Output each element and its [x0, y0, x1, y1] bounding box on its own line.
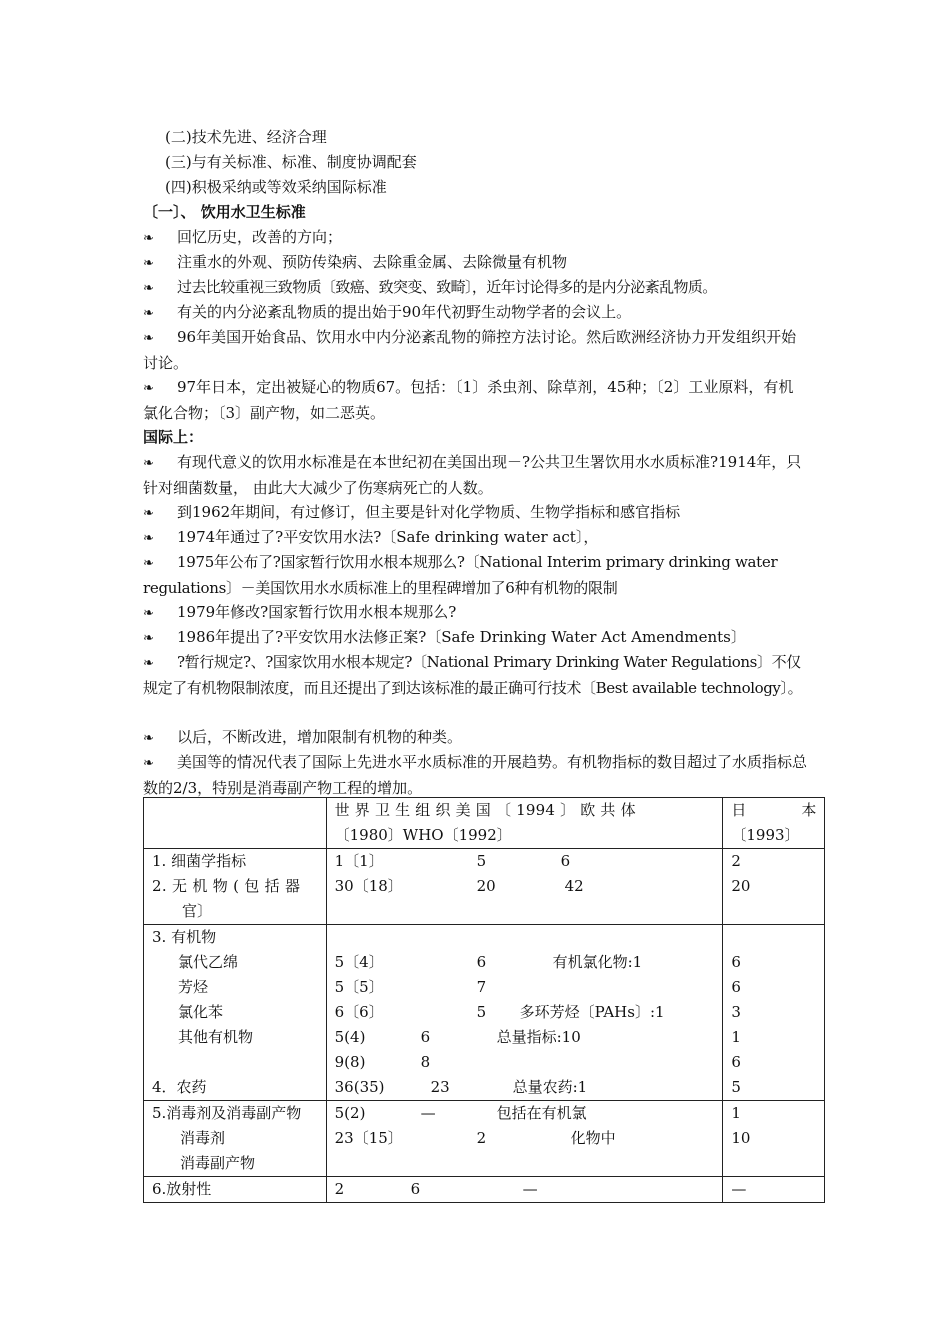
row-label: 4．农药 — [152, 1078, 207, 1096]
row-label: 氯代乙绵 — [178, 953, 239, 971]
row-label: 其他有机物 — [178, 1028, 254, 1046]
cell-value: 23 — [430, 1078, 450, 1096]
cell-value: 2 — [334, 1180, 345, 1198]
cell-value: 5(4) — [334, 1028, 366, 1046]
intl-heading: 国际上： — [143, 428, 204, 446]
bullet-icon: ❧ — [143, 456, 154, 471]
bullet-item: ❧ 1986年提出了?平安饮用水法修正案?〔Safe Drinking Water Act Amendments〕 — [143, 625, 808, 651]
row-label: 官〕 — [182, 902, 213, 920]
row-label: 消毒剂 — [180, 1129, 226, 1147]
cell-value: 23〔15〕 — [334, 1129, 403, 1147]
cell-value: 3 — [731, 1003, 741, 1021]
bullet-icon: ❧ — [143, 656, 154, 671]
bullet-item: ❧ 有关的内分泌紊乱物质的提出始于90年代初野生动物学者的会议上。 — [143, 300, 808, 326]
bullet-icon: ❧ — [143, 631, 154, 646]
bullet-icon: ❧ — [143, 506, 154, 521]
row-label: 2. 无 机 物 ( 包 括 器 — [152, 877, 301, 895]
cell-value: 42 — [564, 877, 584, 895]
row-label: 6.放射性 — [152, 1180, 212, 1198]
cell-value: 9(8) — [334, 1053, 366, 1071]
cell-value: 2 — [476, 1129, 487, 1147]
row-label: 氯化苯 — [178, 1003, 224, 1021]
cell-value: 30〔18〕 — [334, 877, 403, 895]
bullet-item: ❧ 96年美国开始食品、饮用水中内分泌紊乱物的筛控方法讨论。然后欧洲经济协力开发组织开始讨论。 — [143, 328, 797, 372]
cell-value: 20 — [476, 877, 496, 895]
cell-value: 5 — [731, 1078, 741, 1096]
header-mid-2: 〔1980〕WHO〔1992〕 — [334, 826, 512, 844]
item-3: (三)与有关标准、标准、制度协调配套 — [165, 153, 417, 171]
bullet-item: ❧ 美国等的情况代表了国际上先进水平水质标准的开展趋势。有机物指标的数目超过了水质指标总数的2/3，特别是消毒副产物工程的增加。 — [143, 753, 808, 797]
row-label: 1. 细菌学指标 — [152, 852, 247, 870]
cell-value: 5〔4〕 — [334, 953, 384, 971]
header-mid-1: 世 界 卫 生 组 织 美 国 〔 1994 〕 欧 共 体 — [334, 801, 636, 819]
cell-value: 5 — [476, 852, 487, 870]
cell-value: 总量指标:10 — [496, 1028, 581, 1046]
cell-value: 6〔6〕 — [334, 1003, 384, 1021]
cell-value: 6 — [560, 852, 571, 870]
cell-value: 6 — [731, 953, 741, 971]
bullet-item: ❧ 注重水的外观、预防传染病、去除重金属、去除微量有机物 — [143, 250, 808, 276]
bullet-icon: ❧ — [143, 731, 154, 746]
table-row — [144, 1101, 825, 1177]
cell-value: 1 — [731, 1104, 741, 1122]
header-right-2: 本 — [801, 801, 817, 819]
bullet-item: ❧ 回忆历史，改善的方向； — [143, 225, 808, 251]
cell-value: 6 — [410, 1180, 421, 1198]
bullet-icon: ❧ — [143, 606, 154, 621]
cell-value: 1 — [731, 1028, 741, 1046]
cell-value: 7 — [476, 978, 487, 996]
bullet-icon: ❧ — [143, 556, 154, 571]
table-row — [144, 1177, 825, 1203]
bullet-item: ❧ 1975年公布了?国家暂行饮用水根本规那么?〔National Interim primary drinking water regulations〕－美国饮用水水质标准上的里程碑增加了6种有机物的限制 — [143, 553, 778, 597]
table-row — [144, 849, 825, 925]
item-2: (二)技术先进、经济合理 — [165, 128, 327, 146]
header-right-1: 日 — [731, 801, 747, 819]
bullet-icon: ❧ — [143, 306, 154, 321]
cell-value: 多环芳烃〔PAHs〕:1 — [519, 1003, 665, 1021]
bullet-item: ❧ 到1962年期间，有过修订，但主要是针对化学物质、生物学指标和感官指标 — [143, 500, 808, 526]
bullet-item: ❧ ?暂行规定?、?国家饮用水根本规定?〔National Primary Drinking Water Regulations〕不仅规定了有机物限制浓度，而且还提出了到达该标准的最正确可行技术〔Best available technology〕。 — [143, 653, 803, 697]
cell-value: 总量农药:1 — [512, 1078, 588, 1096]
bullet-icon: ❧ — [143, 756, 154, 771]
bullet-icon: ❧ — [143, 381, 154, 396]
cell-value: 6 — [476, 953, 487, 971]
bullet-icon: ❧ — [143, 281, 154, 296]
bullet-icon: ❧ — [143, 231, 154, 246]
item-4: (四)积极采纳或等效采纳国际标准 — [165, 178, 387, 196]
bullet-icon: ❧ — [143, 256, 154, 271]
bullet-icon: ❧ — [143, 331, 154, 346]
bullet-item: ❧ 以后，不断改进，增加限制有机物的种类。 — [143, 725, 808, 751]
row-label: 芳烃 — [178, 978, 209, 996]
cell-value: 5 — [476, 1003, 487, 1021]
row-label: 5.消毒剂及消毒副产物 — [152, 1104, 302, 1122]
cell-value: 6 — [731, 978, 741, 996]
cell-value: 包括在有机氯 — [496, 1104, 587, 1122]
section-heading: 〔一〕、 饮用水卫生标准 — [143, 203, 306, 221]
cell-value: 8 — [420, 1053, 431, 1071]
row-label: 3. 有机物 — [152, 928, 217, 946]
cell-value: 5(2) — [334, 1104, 366, 1122]
bullet-icon: ❧ — [143, 531, 154, 546]
cell-value: 6 — [420, 1028, 431, 1046]
bullet-item: ❧ 过去比较重视三致物质〔致癌、致突变、致畸〕，近年讨论得多的是内分泌紊乱物质。 — [143, 275, 808, 301]
cell-value: 6 — [731, 1053, 741, 1071]
row-label: 消毒副产物 — [180, 1154, 256, 1172]
bullet-item: ❧ 1979年修改?国家暂行饮用水根本规那么? — [143, 600, 808, 626]
cell-value: 有机氯化物:1 — [552, 953, 643, 971]
cell-value: 10 — [731, 1129, 751, 1147]
cell-value: 36(35) — [334, 1078, 385, 1096]
cell-value: 2 — [731, 852, 741, 870]
cell-value: 化物中 — [570, 1129, 616, 1147]
table-row — [144, 925, 825, 1101]
cell-value: 20 — [731, 877, 751, 895]
table-header-row — [144, 798, 825, 849]
cell-value: — — [522, 1180, 538, 1198]
cell-value: 5〔5〕 — [334, 978, 384, 996]
cell-value: — — [731, 1180, 747, 1198]
cell-value: 1〔1〕 — [334, 852, 384, 870]
header-right-3: 〔1993〕 — [731, 826, 800, 844]
bullet-item: ❧ 有现代意义的饮用水标准是在本世纪初在美国出现－?公共卫生署饮用水水质标准?1914年，只针对细菌数量， 由此大大减少了伤寒病死亡的人数。 — [143, 453, 802, 497]
cell-value: — — [420, 1104, 436, 1122]
standards-table — [143, 797, 825, 1203]
bullet-item: ❧ 1974年通过了?平安饮用水法?〔Safe drinking water act〕， — [143, 525, 808, 551]
bullet-item: ❧ 97年日本，定出被疑心的物质67。包括：〔1〕杀虫剂、除草剂，45种；〔2〕工业原料，有机氯化合物；〔3〕副产物，如二恶英。 — [143, 378, 794, 422]
